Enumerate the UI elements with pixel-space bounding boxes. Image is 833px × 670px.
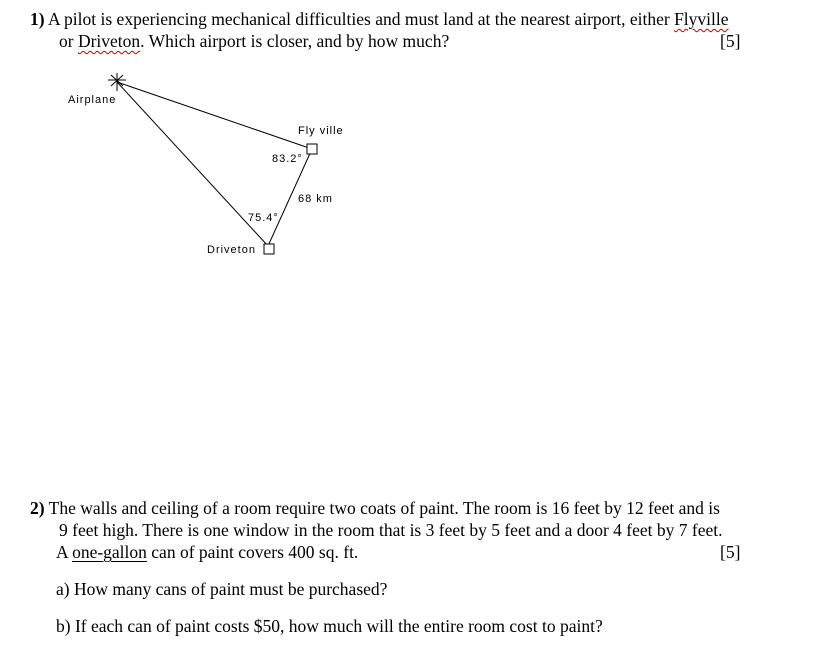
flyville-label: Fly ville	[298, 125, 344, 137]
angle-flyville-label: 83.2°	[272, 153, 303, 165]
angle-driveton-label: 75.4°	[248, 212, 279, 224]
q2-line3-suffix: can of paint covers 400 sq. ft.	[146, 542, 359, 562]
q1-text-a: A pilot is experiencing mechanical difficulties and must land at the nearest airport, either	[48, 9, 675, 29]
q1-flyville: Flyville	[674, 9, 729, 29]
airplane-driveton-side	[117, 82, 268, 246]
q2-line3	[56, 541, 358, 563]
airplane-label: Airplane	[68, 94, 117, 106]
airplane-flyville-side	[117, 82, 312, 149]
q1-driveton: Driveton	[77, 31, 141, 51]
q2-one-gallon: one-gallon	[72, 542, 147, 562]
flyville-airport-icon	[307, 144, 317, 154]
triangle-diagram	[0, 0, 833, 300]
q1-text-b-prefix: or	[59, 31, 78, 51]
q2-line1-text: The walls and ceiling of a room require two coats of paint. The room is 16 feet by 12 feet and is	[48, 498, 720, 518]
q2-part-a: a) How many cans of paint must be purchased?	[56, 579, 388, 599]
q1-marks: [5]	[720, 31, 741, 51]
q1-number: 1)	[30, 9, 45, 29]
q2-number: 2)	[30, 498, 45, 518]
q2-marks: [5]	[720, 542, 741, 562]
q2-line2: 9 feet high. There is one window in the room that is 3 feet by 5 feet and a door 4 feet by 7 feet.	[59, 520, 723, 540]
q2-line3-prefix: A	[56, 542, 73, 562]
q2-part-b: b) If each can of paint costs $50, how much will the entire room cost to paint?	[56, 616, 603, 636]
driveton-airport-icon	[264, 244, 274, 254]
distance-label: 68 km	[298, 193, 333, 205]
q2-line1	[30, 497, 720, 519]
q1-text-b-suffix: . Which airport is closer, and by how much?	[140, 31, 450, 51]
driveton-label: Driveton	[207, 244, 256, 256]
